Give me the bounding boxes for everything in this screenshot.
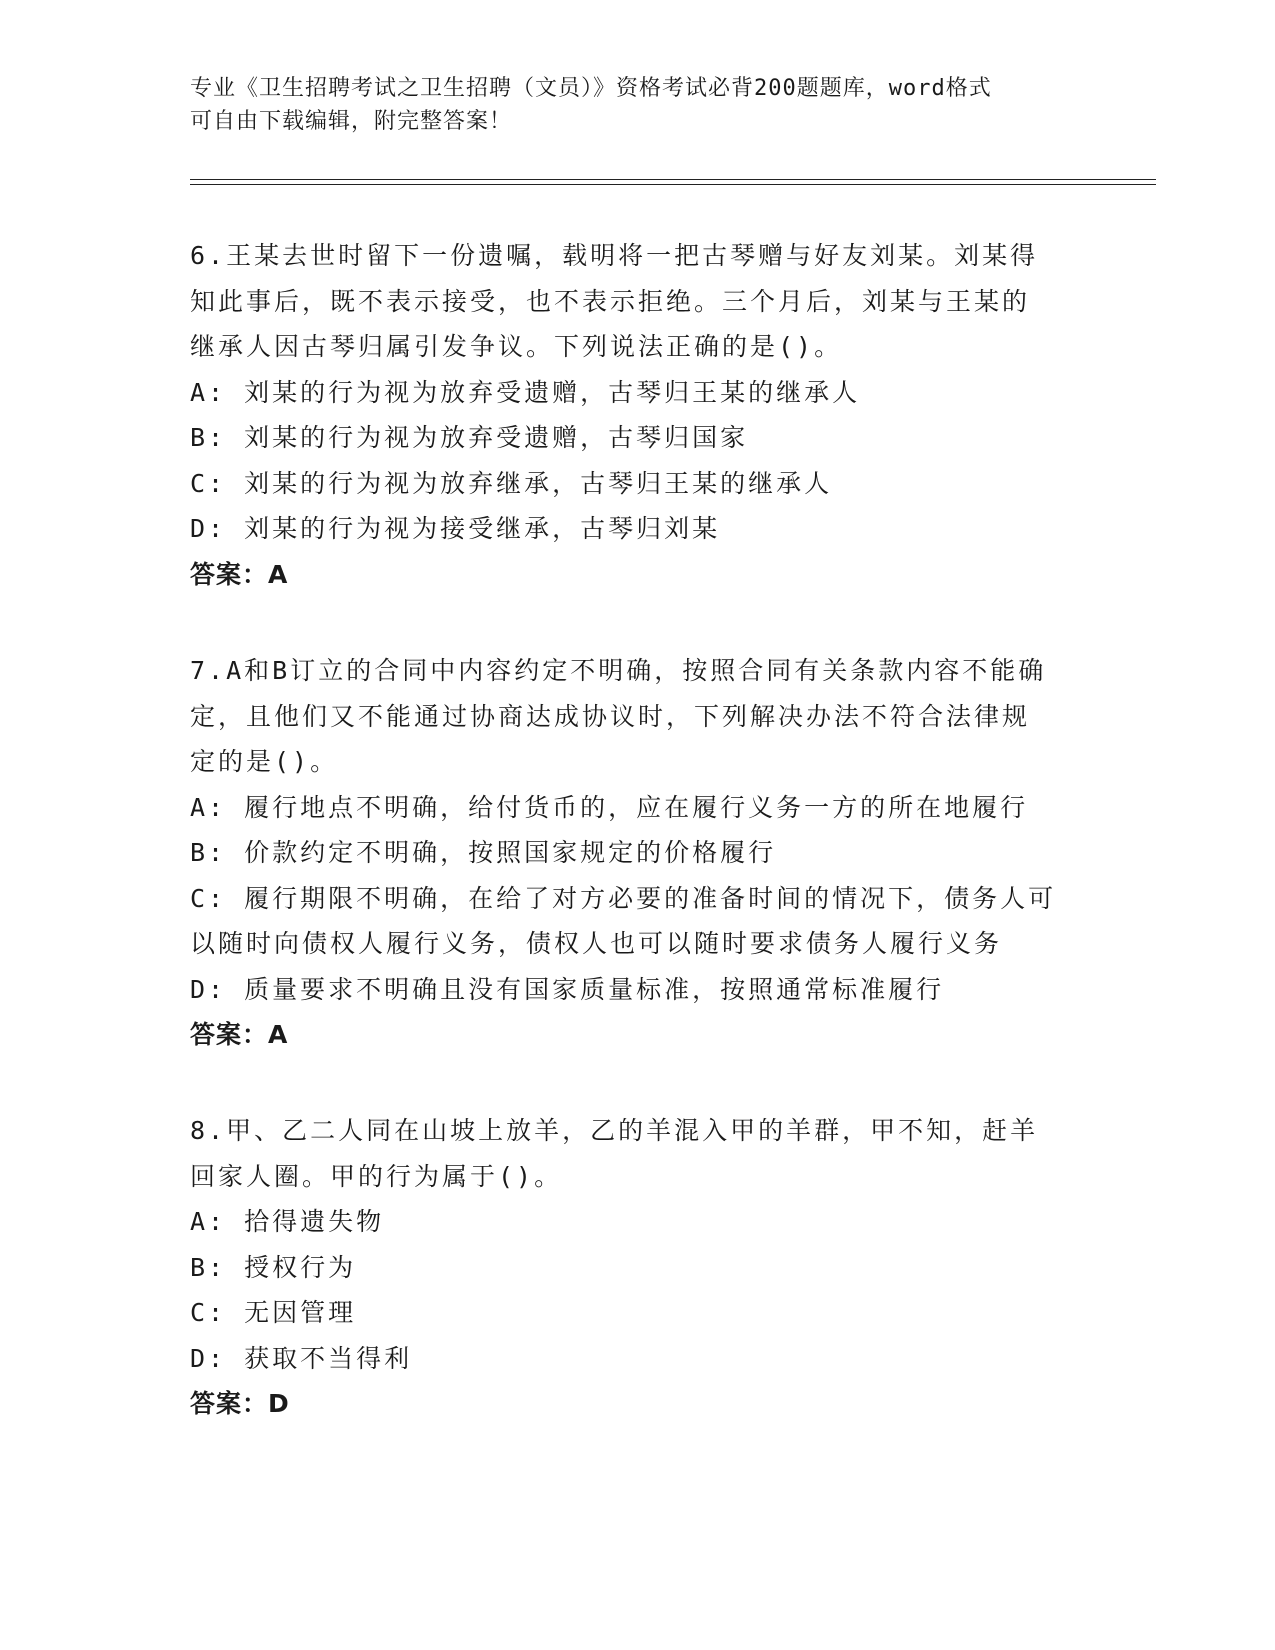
option-c-continued: 以随时向债权人履行义务，债权人也可以随时要求债务人履行义务 [190,929,1003,958]
question-6 [190,233,1090,597]
question-stem-line: 定的是()。 [190,747,339,776]
header-divider-top [190,179,1156,180]
option-c: C: 履行期限不明确，在给了对方必要的准备时间的情况下，债务人可 [190,883,1057,913]
option-d: D: 刘某的行为视为接受继承，古琴归刘某 [190,514,721,543]
option-b: B: 刘某的行为视为放弃受遗赠，古琴归国家 [190,423,749,452]
option-c: C: 无因管理 [190,1298,357,1327]
option-a: A: 履行地点不明确，给付货币的，应在履行义务一方的所在地履行 [190,792,1029,822]
option-b: B: 授权行为 [190,1252,357,1282]
question-stem-line: 知此事后，既不表示接受，也不表示拒绝。三个月后，刘某与王某的 [190,286,1031,316]
header-line-1: 专业《卫生招聘考试之卫生招聘（文员）》资格考试必背200题题库，word格式 [190,76,992,101]
answer-line: 答案：A [190,1020,289,1049]
question-stem-line: 继承人因古琴归属引发争议。下列说法正确的是()。 [190,332,843,361]
option-a: A: 刘某的行为视为放弃受遗赠，古琴归王某的继承人 [190,377,861,407]
option-d: D: 质量要求不明确且没有国家质量标准，按照通常标准履行 [190,974,945,1004]
question-stem-line: 6.王某去世时留下一份遗嘱，载明将一把古琴赠与好友刘某。刘某得 [190,241,1039,270]
option-d: D: 获取不当得利 [190,1343,413,1373]
header-divider-bottom [190,184,1156,185]
question-stem-line: 8.甲、乙二人同在山坡上放羊，乙的羊混入甲的羊群，甲不知，赶羊 [190,1116,1039,1145]
header-line-2: 可自由下载编辑，附完整答案！ [190,109,513,134]
question-stem-line: 回家人圈。甲的行为属于()。 [190,1161,563,1191]
question-7 [190,648,1090,1058]
document-header [190,72,1070,138]
option-a: A: 拾得遗失物 [190,1207,385,1236]
question-stem-line: 7.A和B订立的合同中内容约定不明确，按照合同有关条款内容不能确 [190,656,1047,685]
question-8 [190,1108,1090,1427]
answer-line: 答案：D [190,1389,290,1418]
option-b: B: 价款约定不明确，按照国家规定的价格履行 [190,838,777,867]
question-stem-line: 定，且他们又不能通过协商达成协议时，下列解决办法不符合法律规 [190,701,1031,731]
option-c: C: 刘某的行为视为放弃继承，古琴归王某的继承人 [190,468,833,498]
answer-line: 答案：A [190,559,289,589]
